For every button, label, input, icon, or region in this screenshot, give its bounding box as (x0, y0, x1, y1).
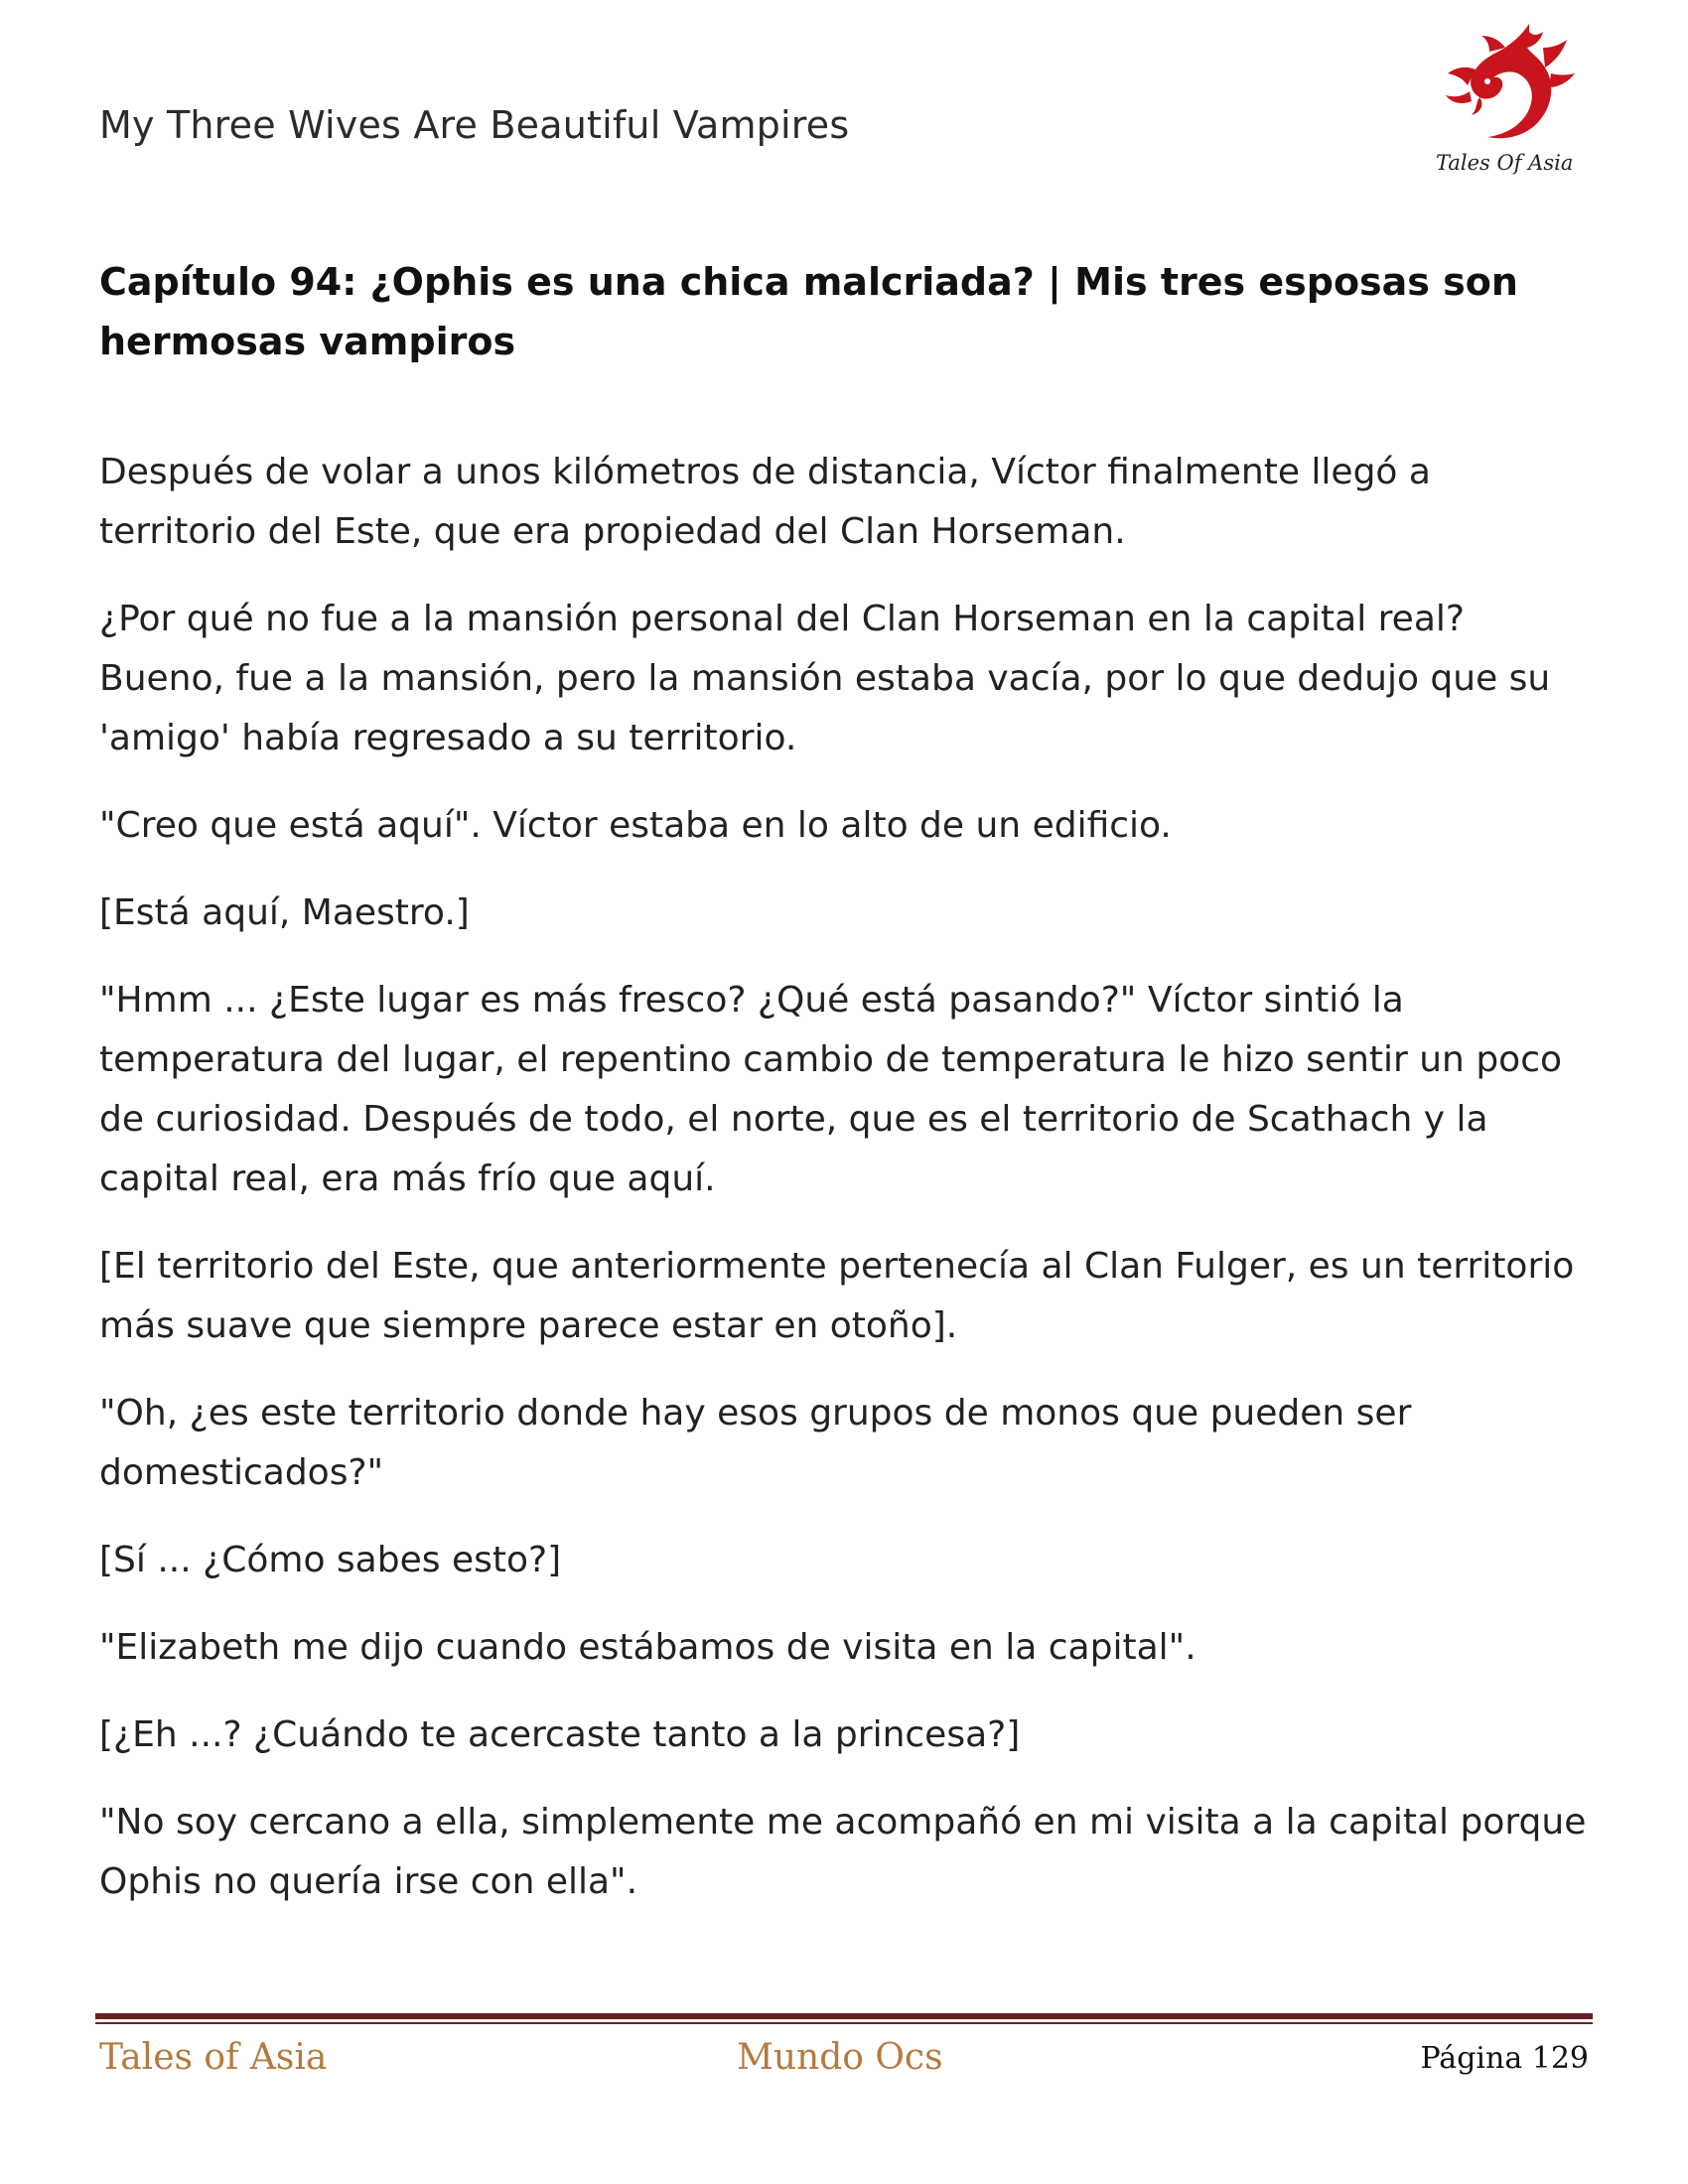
chapter-body (99, 443, 1589, 1940)
paragraph: "Creo que está aquí". Víctor estaba en lo alto de un edificio. (99, 805, 1172, 846)
paragraph: [El territorio del Este, que anteriormente pertenecía al Clan Fulger, es un territorio más suave que siempre parece estar en otoño]. (99, 1246, 1575, 1346)
paragraph: "Oh, ¿es este territorio donde hay esos grupos de monos que pueden ser domesticados?" (99, 1393, 1412, 1493)
paragraph: "Hmm ... ¿Este lugar es más fresco? ¿Qué está pasando?" Víctor sintió la temperatura del lugar, el repentino cambio de temperatura le hizo sentir un poco de curiosidad. Después de todo, el norte, que es el territorio de Scathach y la capital real, era más frío que aquí. (99, 980, 1563, 1199)
paragraph: [Sí ... ¿Cómo sabes esto?] (99, 1540, 562, 1580)
logo-text: Tales Of Asia (1436, 151, 1574, 175)
footer-divider (95, 2013, 1593, 2026)
chapter-title: Capítulo 94: ¿Ophis es una chica malcriada? | Mis tres esposas son hermosas vampiros (99, 260, 1518, 363)
paragraph: ¿Por qué no fue a la mansión personal del Clan Horseman en la capital real? Bueno, fue a la mansión, pero la mansión estaba vacía, por lo que dedujo que su 'amigo' había regresado a su territorio. (99, 599, 1551, 758)
dragon-icon (1410, 18, 1589, 157)
paragraph: [Está aquí, Maestro.] (99, 892, 470, 933)
paragraph: "No soy cercano a ella, simplemente me acompañó en mi visita a la capital porque Ophis no quería irse con ella". (99, 1802, 1587, 1902)
book-title: My Three Wives Are Beautiful Vampires (99, 103, 850, 147)
footer-translator: Mundo Ocs (737, 2037, 943, 2078)
page-number: Página 129 (1420, 2041, 1589, 2076)
paragraph: [¿Eh ...? ¿Cuándo te acercaste tanto a la princesa?] (99, 1714, 1021, 1755)
paragraph: "Elizabeth me dijo cuando estábamos de visita en la capital". (99, 1627, 1196, 1668)
publisher-logo (1410, 18, 1589, 187)
footer-publisher: Tales of Asia (99, 2037, 328, 2078)
paragraph: Después de volar a unos kilómetros de distancia, Víctor finalmente llegó a territorio del Este, que era propiedad del Clan Horseman. (99, 452, 1431, 552)
